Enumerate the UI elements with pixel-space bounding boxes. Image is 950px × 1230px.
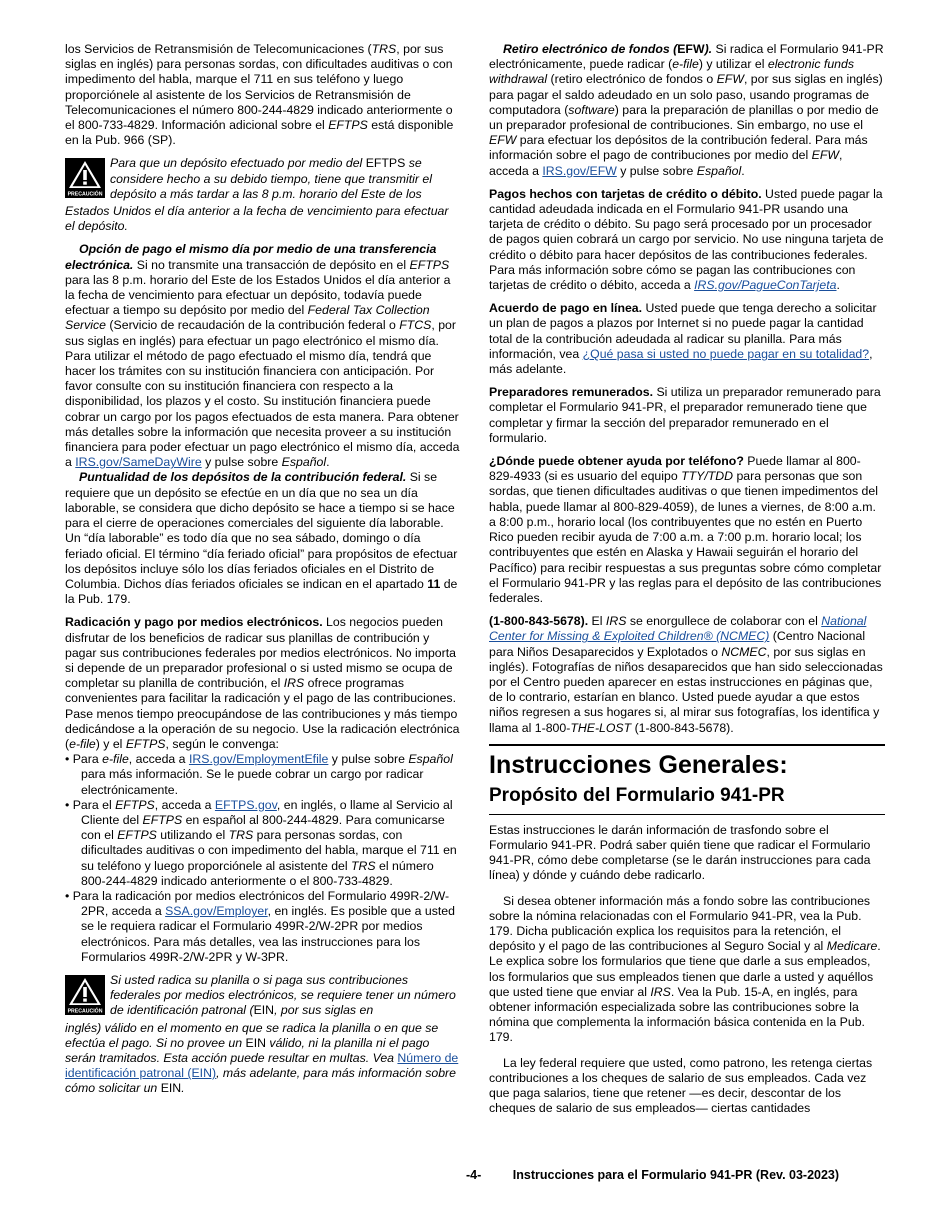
left-column — [65, 42, 461, 1105]
paid-preparers-paragraph: Preparadores remunerados. Si utiliza un preparador remunerado para completar el Formulario 941-PR, el preparador remunerado tiene que completar y firmar la sección del preparador remunerado en el formulario. — [489, 385, 881, 445]
federal-law-paragraph: La ley federal requiere que usted, como patrono, les retenga ciertas contribuciones a los cheques de salario de sus empleados. Cada vez que paga salarios, tiene que retener —es decir, descontar de los cheques de salario de sus empleados— ciertas cantidades — [489, 1055, 873, 1116]
page-footer — [466, 1168, 839, 1183]
caution-text: Si usted radica su planilla o si paga sus contribuciones federales por medios electrónicos, se requiere tener un número de identificación patronal (EIN, por sus siglas en — [110, 972, 456, 1018]
caution-icon — [65, 975, 105, 1015]
ein-link[interactable]: Número de identificación patronal (EIN) — [65, 1051, 459, 1081]
page-number: -4- — [466, 1168, 482, 1182]
caution-block-eftps — [65, 156, 461, 202]
svg-text:PRECAUCIÓN: PRECAUCIÓN — [67, 1008, 103, 1015]
w2pr-bullet: • Para la radicación por medios electrónicos del Formulario 499R-2/W-2PR, acceda a SSA.gov/Employer, en inglés. Es posible que a usted se le requiera radicar el Formulario 499R-2/W-2PR por medios electrónicos. Para más detalles, vea las instrucciones para los Formularios 499R-2/W-2PR y W-3PR. — [65, 888, 455, 964]
pague-con-tarjeta-link[interactable]: IRS.gov/PagueConTarjeta — [694, 278, 837, 293]
purpose-paragraph: Estas instrucciones le darán información de trasfondo sobre el Formulario 941-PR. Podrá saber quién tiene que radicar el Formulario 941-PR, cómo debe completarse (se le darán instrucciones para cada línea) y dónde y cuándo debe radicarlo. — [489, 822, 871, 883]
efile-bullet: • Para e-file, acceda a IRS.gov/EmploymentEfile y pulse sobre Español para más información. Se le puede cobrar un cargo por radicar electrónicamente. — [65, 752, 453, 797]
electronic-filing-paragraph: Radicación y pago por medios electrónicos. Los negocios pueden disfrutar de los beneficios de radicar sus planillas de contribución y pagar sus contribuciones federales por medios electrónicos. No importa si depende de un preparador profesional o si usted mismo se ocupa de completar su planilla de contribución, el IRS ofrece programas convenientes para facilitar la radicación y el pago de las contribuciones. Pase menos tiempo preocupándose de las contribuciones y más tiempo dedicándose a la operación de su negocio. Use la radicación electrónica (e-file) y el EFTPS, según le convenga: — [65, 615, 460, 751]
subsection-heading: Propósito del Formulario 941-PR — [489, 784, 785, 806]
section-rule — [489, 744, 885, 746]
caution-icon — [65, 158, 105, 198]
online-payment-agreement-paragraph: Acuerdo de pago en línea. Usted puede que tenga derecho a solicitar un plan de pagos a plazos por Internet si no puede pagar la cantidad total de la contribución adeudada al radicar su planilla. Para más información, vea ¿Qué pasa si usted no puede pagar en su totalidad?, más adelante. — [489, 301, 877, 377]
section-heading: Instrucciones Generales: — [489, 750, 788, 779]
efw-link[interactable]: IRS.gov/EFW — [542, 163, 617, 178]
caution-block-ein — [65, 973, 461, 1019]
cannot-pay-link[interactable]: ¿Qué pasa si usted no puede pagar en su totalidad? — [582, 346, 870, 361]
phone-help-paragraph: ¿Dónde puede obtener ayuda por teléfono? Puede llamar al 800-829-4933 (si es usuario del equipo TTY/TDD para personas que son sordas, que tienen dificultades auditivas o que tienen impedimentos del habla, puede llamar al 800-829-4059), de lunes a viernes, de 8:00 a.m. a 8:00 p.m., horario local (los contribuyentes que no estén en Puerto Rico pueden recibir ayuda de 7:00 a.m. a 7:00 p.m. horario local; los contribuyentes que estén en Alaska y Hawaii seguirán el horario del Pacífico) para recibir respuestas a sus preguntas sobre cómo completar el Formulario 941-PR y las reglas para el depósito de las contribuciones federales. — [489, 454, 882, 605]
employment-efile-link[interactable]: IRS.gov/EmploymentEfile — [188, 752, 329, 767]
card-payments-paragraph: Pagos hechos con tarjetas de crédito o débito. Usted puede pagar la cantidad adeudada indicada en el Formulario 941-PR usando una tarjeta de crédito o débito. Su pago será procesado por un procesador de pagos quien cobrará un cargo por servicio. No use ninguna tarjeta de crédito o débito para hacer depósitos de las contribuciones federales. Para más información sobre cómo se pagan las contribuciones con tarjetas de crédito o débito, acceda a IRS.gov/PagueConTarjeta. — [489, 186, 884, 293]
eftps-link[interactable]: EFTPS.gov — [214, 797, 277, 812]
subsection-rule — [489, 814, 885, 815]
efw-paragraph: Retiro electrónico de fondos (EFW). Si radica el Formulario 941-PR electrónicamente, puede radicar (e-file) y utilizar el electronic funds withdrawal (retiro electrónico de fondos o EFW, por sus siglas en inglés) para pagar el saldo adeudado en un solo paso, usando programas de computadora (software) para la preparación de planillas o por medio de un preparador profesional de contribuciones. Sin embargo, no use el EFW para efectuar los depósitos de la contribución federal. Para más información sobre el pago de contribuciones por medio del EFW, acceda a IRS.gov/EFW y pulse sobre Español. — [489, 42, 884, 178]
payroll-info-paragraph: Si desea obtener información más a fondo sobre las contribuciones sobre la nómina relacionadas con el Formulario 941-PR, vea la Pub. 179. Dicha publicación explica los requisitos para la retención, el depósito y el pago de las contribuciones al Seguro Social y al Medicare. Le explica sobre los formularios que tiene que darle a sus empleados, los formularios que sus empleados tienen que darle a usted y aquéllos que usted tiene que enviar al IRS. Vea la Pub. 15-A, en inglés, para obtener información especializada sobre las contribuciones sobre la nómina que complementa la información básica contenida en la Pub. 179. — [489, 893, 881, 1045]
footer-title: Instrucciones para el Formulario 941-PR (Rev. 03-2023) — [512, 1168, 840, 1182]
svg-text:PRECAUCIÓN: PRECAUCIÓN — [67, 191, 103, 198]
caution-continued: Estados Unidos el día anterior a la fecha de vencimiento para efectuar el depósito. — [65, 204, 449, 234]
trs-paragraph: los Servicios de Retransmisión de Telecomunicaciones (TRS, por sus siglas en inglés) para personas sordas, con dificultades auditivas o con impedimento del habla, marque el 711 en sus teléfono y luego proporciónele al asistente de los Servicios de Retransmisión de Telecomunicaciones el número 800-244-4829 indicado anteriormente o el 800-733-4829. Información adicional sobre el EFTPS está disponible en la Pub. 966 (SP). — [65, 42, 454, 148]
caution-continued: inglés) válido en el momento en que se radica la planilla o en que se efectúa el pago. Si no provee un EIN válido, ni la planilla ni el pago serán tramitados. Esta acción puede resultar en multas. Vea Número de identificación patronal (EIN), más adelante, para más información sobre cómo solicitar un EIN. — [65, 1020, 459, 1096]
same-day-wire-link[interactable]: IRS.gov/SameDayWire — [75, 455, 202, 470]
right-column — [489, 42, 885, 1124]
same-day-payment-paragraph: Opción de pago el mismo día por medio de una transferencia electrónica. Si no transmite una transacción de depósito en el EFTPS para las 8 p.m. horario del Este de los Estados Unidos el día anterior a la fecha de vencimiento para efectuar un depósito, todavía puede efectuar a tiempo su depósito por medio del Federal Tax Collection Service (Servicio de recaudación de la contribución federal o FTCS, por sus siglas en inglés) para efectuar un pago electrónico el mismo día. Para utilizar el método de pago efectuado el mismo día, tendrá que hacer los trámites con su institución financiera con anticipación. Por favor consulte con su institución financiera con respecto a la disponibilidad, los plazos y el costo. Su institución financiera puede cobrar un cargo por los pagos efectuados de esta manera. Para obtener más detalles sobre la información que necesita proveer a su institución financiera para poder efectuar un pago electrónico el mismo día, acceda a IRS.gov/SameDayWire y pulse sobre Español. — [65, 242, 460, 470]
ssa-employer-link[interactable]: SSA.gov/Employer — [165, 904, 268, 919]
deposit-timeliness-paragraph: Puntualidad de los depósitos de la contribución federal. Si se requiere que un depósito se efectúe en un día que no sea un día laborable, se considera que dicho depósito se hace a tiempo si se hace para el cierre de operaciones comerciales del siguiente día laborable. Un “día laborable” es todo día que no sea sábado, domingo o día feriado oficial. El término “día feriado oficial” para propósitos de efectuar los depósitos incluye sólo los días feriados oficiales en el Distrito de Columbia. Dichos días feriados oficiales se indican en el apartado 11 de la Pub. 179. — [65, 470, 458, 607]
ncmec-link[interactable]: National Center for Missing & Exploited Children® (NCMEC) — [489, 614, 867, 644]
missing-children-paragraph: (1-800-843-5678). El IRS se enorgullece de colaborar con el National Center for Missing & Exploited Children® (NCMEC) (Centro Nacional para Niños Desaparecidos y Explotados o NCMEC, por sus siglas en inglés). Fotografías de niños desaparecidos que han sido seleccionadas por el Centro pueden aparecer en estas instrucciones en páginas que, de lo contrario, estarían en blanco. Usted puede ayudar a que estos niños regresen a sus hogares si, al mirar sus fotografías, los identifica y llama al 1-800-THE-LOST (1-800-843-5678). — [489, 614, 883, 735]
caution-text: Para que un depósito efectuado por medio del EFTPS se considere hecho a su debido tiempo, tiene que transmitir el depósito a más tardar a las 8 p.m. horario del Este de los — [110, 156, 432, 201]
eftps-bullet: • Para el EFTPS, acceda a EFTPS.gov, en inglés, o llame al Servicio al Cliente del EFTPS en español al 800-244-4829. Para comunicarse con el EFTPS utilizando el TRS para personas sordas, con dificultades auditivas o con impedimento del habla, marque el 711 en su teléfono y luego proporciónele al asistente del TRS el número 800-244-4829 indicado anteriormente o el 800-733-4829. — [65, 797, 457, 888]
